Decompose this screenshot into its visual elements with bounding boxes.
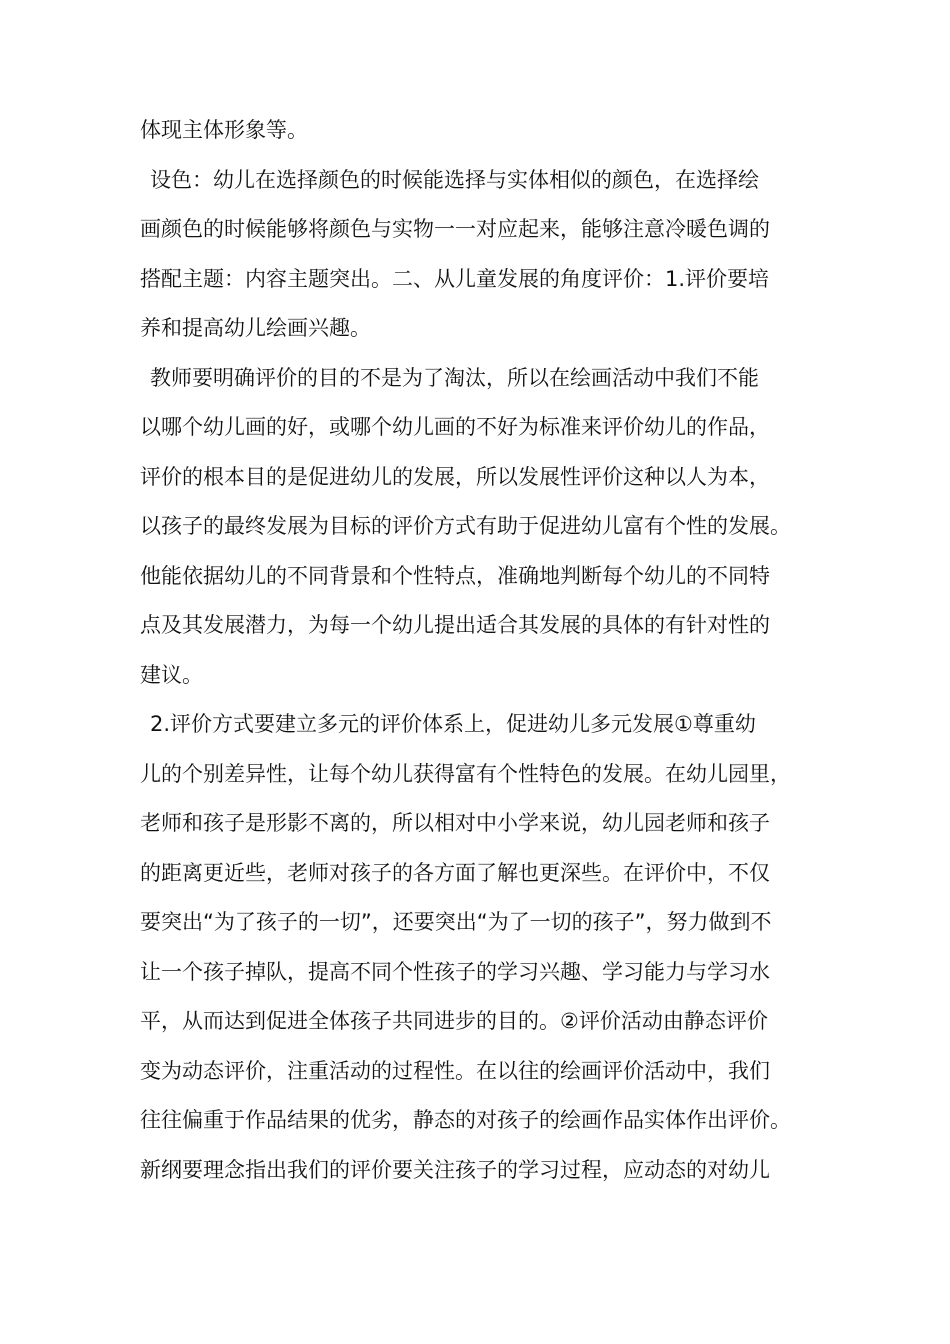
text-line: 要突出“为了孩子的一切”，还要突出“为了一切的孩子”，努力做到不 [140,910,772,934]
text-line: 体现主体形象等。 [140,118,308,142]
text-line: 的距离更近些，老师对孩子的各方面了解也更深些。在评价中，不仅 [140,860,770,885]
text-line: 老师和孩子是形影不离的，所以相对中小学来说，幼儿园老师和孩子 [140,811,770,835]
text-line: 平，从而达到促进全体孩子共同进步的目的。②评价活动由静态评价 [140,1009,768,1033]
text-line: 评价的根本目的是促进幼儿的发展，所以发展性评价这种以人为本， [140,464,770,489]
text-line: 养和提高幼儿绘画兴趣。 [140,316,371,340]
text-line: 儿的个别差异性，让每个幼儿获得富有个性特色的发展。在幼儿园里， [140,761,791,786]
text-line: 变为动态评价，注重活动的过程性。在以往的绘画评价活动中，我们 [140,1058,770,1083]
text-line: 往往偏重于作品结果的优劣，静态的对孩子的绘画作品实体作出评价。 [140,1108,791,1132]
text-line: 搭配主题：内容主题突出。二、从儿童发展的角度评价：1.评价要培 [140,266,770,291]
paragraph-start-line: 教师要明确评价的目的不是为了淘汰，所以在绘画活动中我们不能 [150,365,759,390]
text-line: 以孩子的最终发展为目标的评价方式有助于促进幼儿富有个性的发展。 [140,514,791,538]
text-line: 画颜色的时候能够将颜色与实物一一对应起来，能够注意冷暖色调的 [140,217,770,241]
text-line: 让一个孩子掉队，提高不同个性孩子的学习兴趣、学习能力与学习水 [140,959,770,984]
text-line: 以哪个幼儿画的好，或哪个幼儿画的不好为标准来评价幼儿的作品， [140,415,770,439]
text-line: 点及其发展潜力，为每一个幼儿提出适合其发展的具体的有针对性的 [140,613,770,637]
text-line: 他能依据幼儿的不同背景和个性特点，准确地判断每个幼儿的不同特 [140,563,770,588]
body-text [140,106,840,1195]
text-line: 新纲要理念指出我们的评价要关注孩子的学习过程，应动态的对幼儿 [140,1157,770,1182]
paragraph-start-line: 设色：幼儿在选择颜色的时候能选择与实体相似的颜色，在选择绘 [150,167,759,192]
text-line: 建议。 [140,662,203,687]
paragraph-start-line: 2.评价方式要建立多元的评价体系上，促进幼儿多元发展①尊重幼 [150,712,756,736]
